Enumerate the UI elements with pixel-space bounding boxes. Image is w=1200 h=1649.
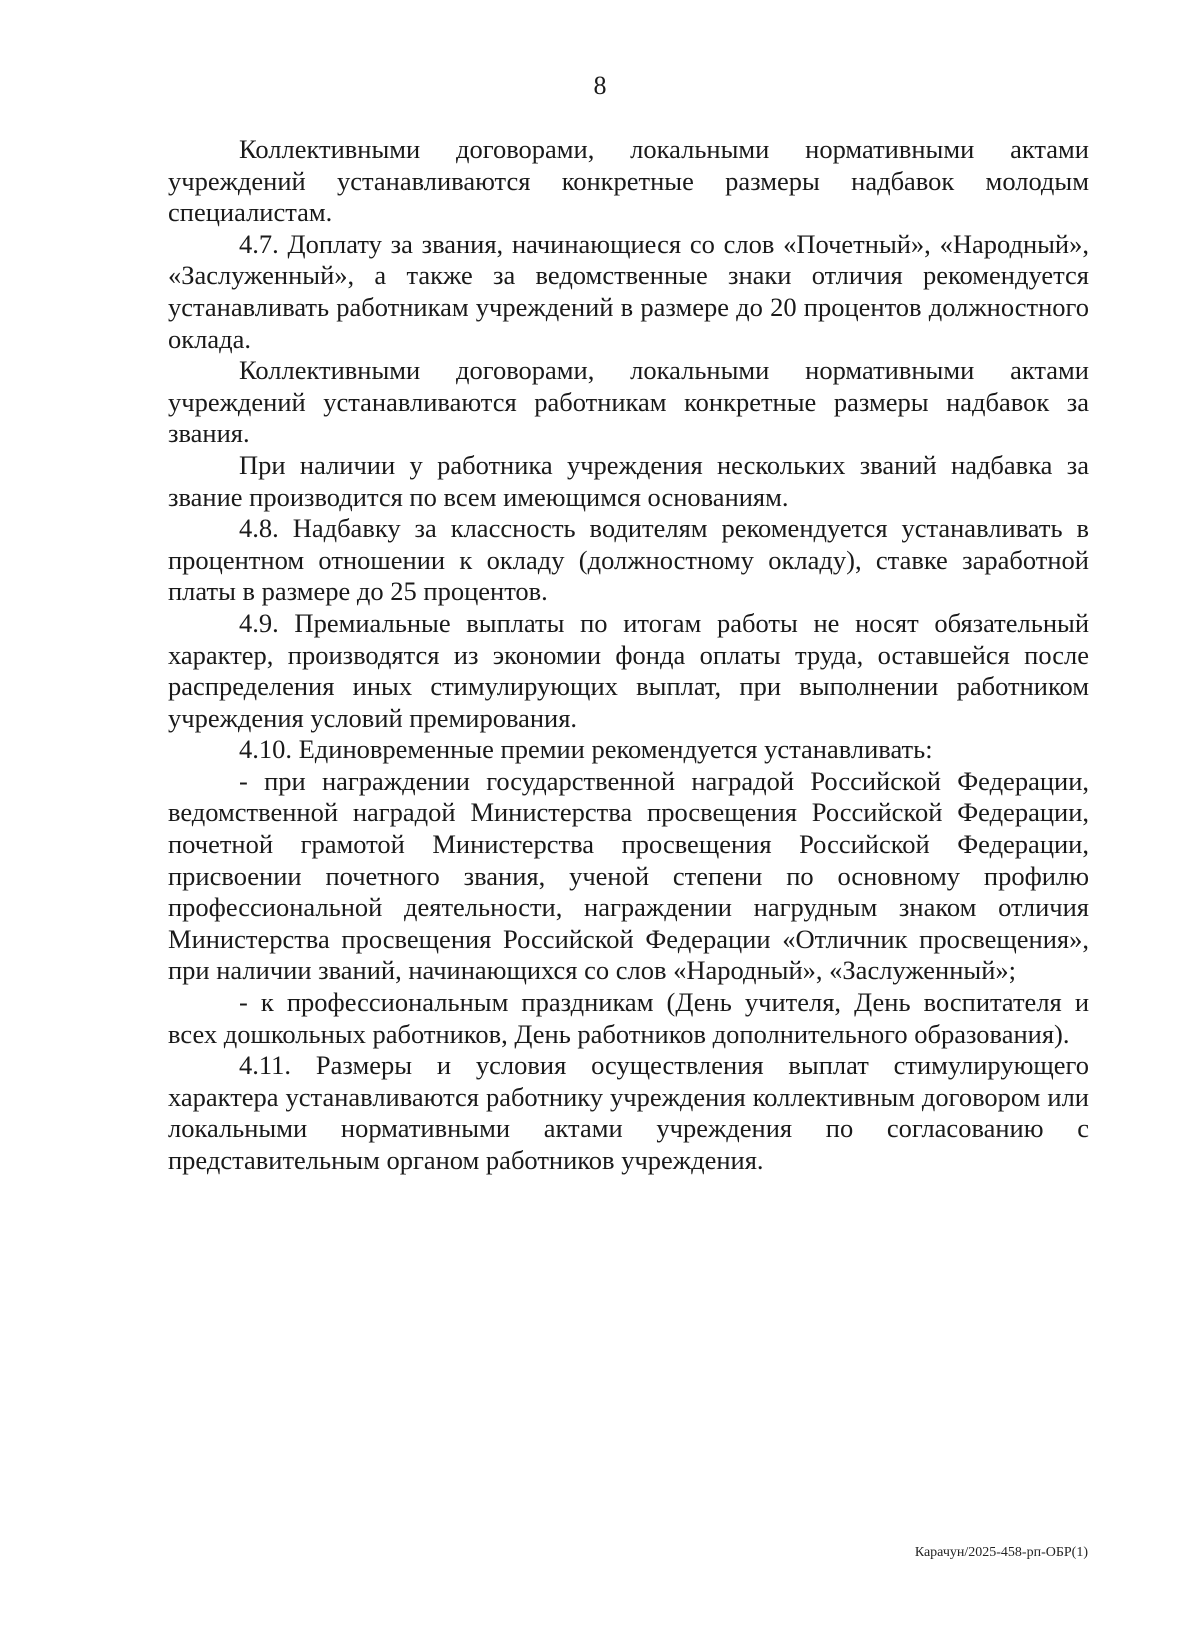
paragraph-4-10: 4.10. Единовременные премии рекомендуется устанавливать:: [239, 734, 933, 765]
paragraph: При наличии у работника учреждения нескольких званий надбавка за звание производится по всем имеющимся основаниям.: [168, 449, 1089, 512]
paragraph-4-7: 4.7. Доплату за звания, начинающиеся со слов «Почетный», «Народный», «Заслуженный», а также за ведомственные знаки отличия рекомендуется устанавливать работникам учреждений в размере до 20 процентов должностного оклада.: [168, 228, 1089, 354]
page-number: 8: [593, 71, 607, 100]
paragraph-4-9: 4.9. Премиальные выплаты по итогам работы не носят обязательный характер, производятся из экономии фонда оплаты труда, оставшейся после распределения иных стимулирующих выплат, при выполнении работником учреждения условий премирования.: [168, 607, 1089, 733]
paragraph: Коллективными договорами, локальными нормативными актами учреждений устанавливаются конкретные размеры надбавок молодым специалистам.: [168, 134, 1089, 228]
paragraph: Коллективными договорами, локальными нормативными актами учреждений устанавливаются работникам конкретные размеры надбавок за звания.: [168, 355, 1089, 449]
paragraph-4-8: 4.8. Надбавку за классность водителям рекомендуется устанавливать в процентном отношении к окладу (должностному окладу), ставке заработной платы в размере до 25 процентов.: [168, 513, 1089, 607]
list-item: - при награждении государственной наградой Российской Федерации, ведомственной наградой Министерства просвещения Российской Федерации, почетной грамотой Министерства просвещения Российской Федерации, присвоении почетного звания, ученой степени по основному профилю профессиональной деятельности, награждении нагрудным знаком отличия Министерства просвещения Российской Федерации «Отличник просвещения», при наличии званий, начинающихся со слов «Народный», «Заслуженный»;: [168, 765, 1089, 986]
list-item: - к профессиональным праздникам (День учителя, День воспитателя и всех дошкольных работников, День работников дополнительного образования).: [168, 987, 1089, 1049]
document-body: [168, 134, 1089, 1177]
document-code: Карачун/2025-458-рп-ОБР(1): [914, 1545, 1088, 1560]
paragraph-4-11: 4.11. Размеры и условия осуществления выплат стимулирующего характера устанавливаются работнику учреждения коллективным договором или локальными нормативными актами учреждения по согласованию с представительным органом работников учреждения.: [168, 1050, 1089, 1175]
